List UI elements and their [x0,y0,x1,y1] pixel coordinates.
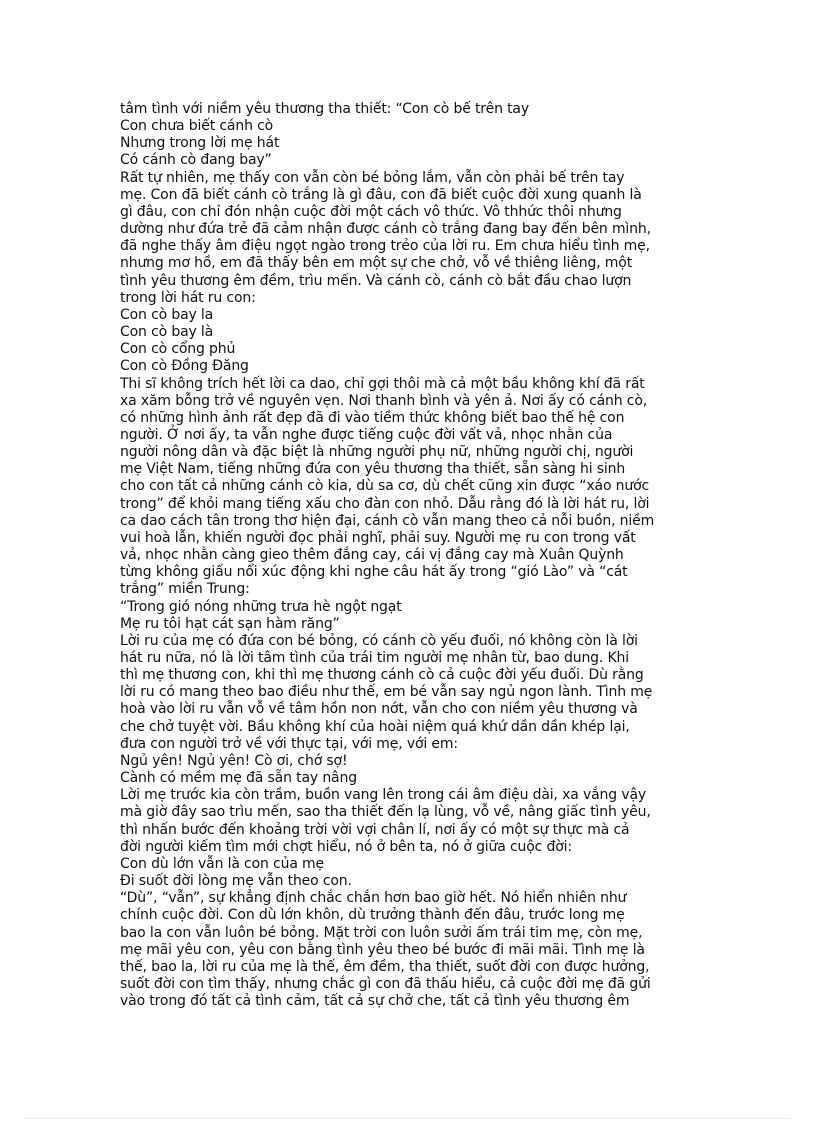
text-line: hát ru nữa, nó là lời tâm tình của trái tim người mẹ nhân từ, bao dung. Khi [120,650,630,666]
text-line: che chở tuyệt vời. Bầu không khí của hoài niệm quá khứ dần dần khép lại, [120,718,630,735]
text-line: người nông dân và đặc biệt là những người phụ nữ, những người chị, người [120,444,634,461]
text-line: Nhưng trong lời mẹ hát [120,135,280,152]
text-line: mẹ. Con đã biết cánh cò trắng là gì đâu, con đã biết cuộc đời xung quanh là [120,186,642,203]
text-line: mẹ Việt Nam, tiếng những đứa con yêu thương tha thiết, sẵn sàng hi sinh [120,461,626,478]
text-line: từng không giấu nổi xúc động khi nghe câu hát ấy trong “gió Lào” và “cát [120,564,628,581]
text-line: Con chưa biết cánh cò [120,118,274,135]
text-line: đã nghe thấy âm điệu ngọt ngào trong trẻo của lời ru. Em chưa hiểu tình mẹ, [120,238,650,255]
text-line: Có cánh cò đang bay” [120,152,272,169]
text-line: có những hình ảnh rất đẹp đã đi vào tiềm thức không biết bao thế hệ con [120,409,625,426]
text-line: gì đâu, con chỉ đón nhận cuộc đời một cách vô thức. Vô thhức thôi nhưng [120,203,622,220]
text-line: Mẹ ru tôi hạt cát sạn hàm răng” [120,615,340,632]
text-line: “Dù”, “vẫn”, sự khẳng định chắc chắn hơn bao giờ hết. Nó hiển nhiên như [120,890,627,907]
text-line: thì nhấn bước đến khoảng trời vời vợi chân lí, nơi ấy có một sự thực mà cả [120,821,630,838]
text-line: lời ru có mang theo bao điều như thế, em bé vẫn say ngủ ngon lành. Tình mẹ [120,684,653,701]
text-line: bao la con vẫn luôn bé bỏng. Mặt trời con luôn sưởi ấm trái tim mẹ, còn mẹ, [120,924,643,941]
text-line: suốt đời con tìm thấy, nhưng chắc gì con đã thấu hiểu, cả cuộc đời mẹ đã gửi [120,975,651,992]
text-line: Đi suốt đời lòng mẹ vẫn theo con. [120,873,352,890]
text-line: đời người kiếm tìm mới chợt hiểu, nó ở bên ta, nó ở giữa cuộc đời: [120,838,572,855]
document-body [120,101,700,1010]
text-line: nhưng mơ hồ, em đã thấy bên em một sự che chở, vỗ về thiêng liêng, một [120,255,633,272]
text-line: người. Ở nơi ấy, ta vẫn nghe được tiếng cuộc đời vất vả, nhọc nhằn của [120,426,613,443]
text-line: vui hoà lẫn, khiến người đọc phải nghĩ, phải suy. Người mẹ ru con trong vất [120,529,636,546]
text-line: Con cò cổng phủ [120,341,236,358]
text-line: trắng” miền Trung: [120,581,250,598]
text-line: mẹ mãi yêu con, yêu con bằng tình yêu theo bé bước đi mãi mãi. Tình mẹ là [120,941,645,958]
text-line: ca dao cách tân trong thơ hiện đại, cánh cò vẫn mang theo cả nỗi buồn, niềm [120,512,655,529]
text-line: dường như đứa trẻ đã cảm nhận được cánh cò trắng đang bay đến bên mình, [120,221,651,238]
text-line: mà giờ đây sao trìu mến, sao tha thiết đến lạ lùng, vỗ về, nâng giấc tình yêu, [120,804,651,821]
text-line: trong” để khỏi mang tiếng xấu cho đàn con nhỏ. Dẫu rằng đó là lời hát ru, lời [120,495,650,512]
text-line: đưa con người trở về với thực tại, với mẹ, với em: [120,735,458,752]
text-line: thì mẹ thương con, khi thì mẹ thương cánh cò cả cuộc đời yếu đuối. Dù rằng [120,667,644,684]
text-line: Con cò Đồng Đăng [120,358,249,375]
text-line: tâm tình với niềm yêu thương tha thiết: “Con cò bế trên tay [120,101,529,117]
text-line: Con cò bay la [120,306,214,323]
text-line: Thi sĩ không trích hết lời ca dao, chỉ gợi thôi mà cả một bầu không khí đã rất [120,375,645,392]
text-line: Con cò bay là [120,324,214,341]
text-line: trong lời hát ru con: [120,289,256,306]
text-line: Ngủ yên! Ngủ yên! Cò ơi, chớ sợ! [120,752,348,769]
text-line: hoà vào lời ru vẫn vỗ về tâm hồn non nớt, vẫn cho con niềm yêu thương và [120,701,638,718]
text-line: Cành có mềm mẹ đã sẵn tay nâng [120,770,357,787]
text-line: xa xăm bỗng trở về nguyên vẹn. Nơi thanh bình và yên ả. Nơi ấy có cánh cò, [120,392,648,409]
text-line: Con dù lớn vẫn là con của mẹ [120,855,324,872]
text-line: Rất tự nhiên, mẹ thấy con vẫn còn bé bỏng lắm, vẫn còn phải bế trên tay [120,169,625,186]
text-line: Lời ru của mẹ có đứa con bé bỏng, có cánh cò yếu đuối, nó không còn là lời [120,632,638,649]
text-line: chính cuộc đời. Con dù lớn khôn, dù trưởng thành đến đâu, trước long mẹ [120,907,625,924]
text-line: vào trong đó tất cả tình cảm, tất cả sự chở che, tất cả tình yêu thương êm [120,993,630,1010]
text-line: thế, bao la, lời ru của mẹ là thế, êm đềm, tha thiết, suốt đời con được hưởng, [120,958,650,975]
text-line: tình yêu thương êm đềm, trìu mến. Và cánh cò, cánh cò bắt đầu chao lượn [120,272,632,289]
page-bottom-border [26,1118,790,1119]
text-line: cho con tất cả những cánh cò kia, dù sa cơ, dù chết cũng xin được “xáo nước [120,478,650,495]
text-line: “Trong gió nóng những trưa hè ngột ngạt [120,598,402,615]
text-line: Lời mẹ trước kia còn trầm, buồn vang lên trong cái âm điệu dài, xa vắng vậy [120,787,647,804]
text-line: vả, nhọc nhằn càng gieo thêm đắng cay, cái vị đắng cay mà Xuân Quỳnh [120,547,624,564]
